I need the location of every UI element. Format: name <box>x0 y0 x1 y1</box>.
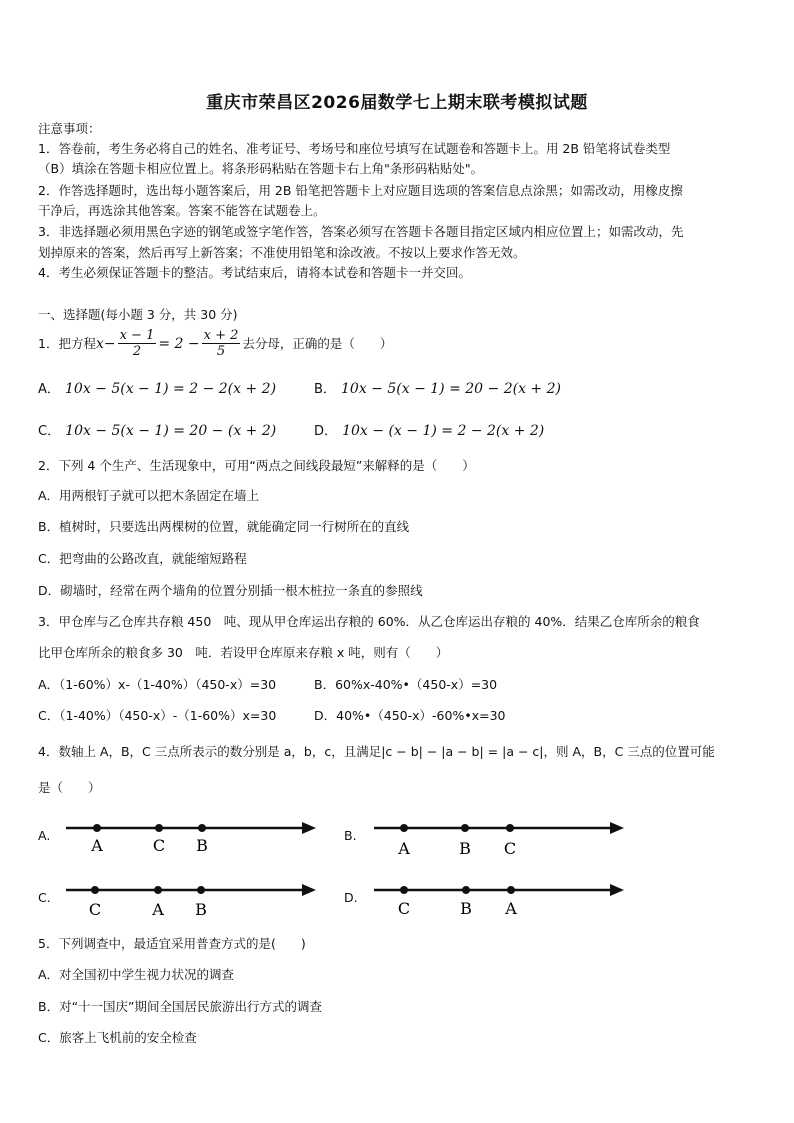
notice-line: 2．作答选择题时，选出每小题答案后，用 2B 铅笔把答题卡上对应题目选项的答案信息点涂黑；如需改动，用橡皮擦 <box>38 183 683 198</box>
point-label: A <box>505 899 517 918</box>
section-heading: 一、选择题(每小题 3 分，共 30 分) <box>38 307 238 322</box>
question-5-stem: 5．下列调查中，最适宜采用普查方式的是( ) <box>38 936 306 951</box>
q4-number-line-c <box>62 876 322 922</box>
point-label: A <box>152 900 164 919</box>
notice-line: 干净后，再选涂其他答案。答案不能答在试题卷上。 <box>38 203 326 218</box>
q1-prefix: 1．把方程 <box>38 335 96 351</box>
q4-number-line-d <box>370 876 630 922</box>
q4-option-a-label: A. <box>38 828 51 843</box>
q1-frac1-num: x − 1 <box>119 328 155 343</box>
q4-option-c-label: C. <box>38 890 51 905</box>
q1-eq-x: x <box>95 335 104 352</box>
page-title: 重庆市荣昌区2026届数学七上期末联考模拟试题 <box>206 93 588 113</box>
q2-option-c: C．把弯曲的公路改直，就能缩短路程 <box>38 551 247 566</box>
q1-option-c <box>38 420 276 439</box>
question-3-stem-line2: 比甲仓库所余的粮食多 30 吨．若设甲仓库原来存粮 x 吨，则有（ ） <box>38 645 449 660</box>
notice-line: 4．考生必须保证答题卡的整洁。考试结束后，请将本试卷和答题卡一并交回。 <box>38 265 471 280</box>
q1-frac1-den: 2 <box>132 344 142 359</box>
notice-line: 划掉原来的答案，然后再写上新答案；不准使用铅笔和涂改液。不按以上要求作答无效。 <box>38 245 526 260</box>
q3-option-b: B．60%x-40%•（450-x）=30 <box>314 677 498 692</box>
q1-frac2-den: 5 <box>216 344 226 359</box>
q4-number-line-b <box>370 814 630 860</box>
q1-suffix: 去分母，正确的是（ ） <box>242 335 393 351</box>
option-text: 10x − 5(x − 1) = 20 − 2(x + 2) <box>341 381 561 397</box>
q3-option-d: D．40%•（450-x）-60%•x=30 <box>314 708 506 723</box>
notice-heading: 注意事项： <box>38 121 101 136</box>
q2-option-a: A．用两根钉子就可以把木条固定在墙上 <box>38 488 260 503</box>
point-label: C <box>503 839 517 858</box>
question-4-stem-line1: 4．数轴上 A，B，C 三点所表示的数分别是 a，b，c，且满足|c − b| − |a − b| = |a − c|，则 A，B，C 三点的位置可能 <box>38 744 715 759</box>
q5-option-b: B．对“十一国庆”期间全国居民旅游出行方式的调查 <box>38 999 323 1014</box>
question-3-stem-line1: 3．甲仓库与乙仓库共存粮 450 吨、现从甲仓库运出存粮的 60%．从乙仓库运出存粮的 40%．结果乙仓库所余的粮食 <box>38 614 700 629</box>
q4-option-d-label: D. <box>344 890 358 905</box>
notice-line: 1．答卷前，考生务必将自己的姓名、准考证号、考场号和座位号填写在试题卷和答题卡上。用 2B 铅笔将试卷类型 <box>38 141 671 156</box>
question-2-stem: 2．下列 4 个生产、生活现象中，可用“两点之间线段最短”来解释的是（ ） <box>38 458 475 473</box>
q3-option-a: A．（1-60%）x-（1-40%）（450-x）=30 <box>38 677 277 692</box>
option-text: 10x − 5(x − 1) = 20 − (x + 2) <box>65 423 277 439</box>
option-label: C． <box>38 424 61 439</box>
option-label: D． <box>314 424 338 439</box>
q3-option-c: C．（1-40%）（450-x）-（1-60%）x=30 <box>38 708 277 723</box>
point-label: C <box>152 836 166 855</box>
point-label: B <box>460 899 472 918</box>
q1-fraction-2 <box>202 328 241 359</box>
option-label: A． <box>38 382 60 397</box>
question-4-stem-line2: 是（ ） <box>38 780 101 795</box>
question-1-stem <box>38 328 392 359</box>
q1-frac2-num: x + 2 <box>203 328 239 343</box>
point-label: C <box>88 900 102 919</box>
point-label: A <box>398 839 410 858</box>
option-label: B． <box>314 382 336 397</box>
point-label: B <box>196 836 208 855</box>
point-label: C <box>397 899 411 918</box>
q2-option-b: B．植树时，只要选出两棵树的位置，就能确定同一行树所在的直线 <box>38 519 410 534</box>
q1-eq-mid: = 2 − <box>158 335 200 352</box>
q2-option-d: D．砌墙时，经常在两个墙角的位置分别插一根木桩拉一条直的参照线 <box>38 583 423 598</box>
option-text: 10x − (x − 1) = 2 − 2(x + 2) <box>342 423 545 439</box>
q5-option-c: C．旅客上飞机前的安全检查 <box>38 1030 197 1045</box>
q1-option-d <box>314 420 544 439</box>
q1-option-b <box>314 378 561 397</box>
q1-option-a <box>38 378 276 397</box>
q1-eq-minus: − <box>103 335 116 352</box>
point-label: A <box>91 836 103 855</box>
q4-option-b-label: B. <box>344 828 357 843</box>
q4-number-line-a <box>62 814 322 860</box>
q1-fraction-1 <box>118 328 157 359</box>
point-label: B <box>195 900 207 919</box>
notice-line: 3．非选择题必须用黑色字迹的钢笔或签字笔作答，答案必须写在答题卡各题目指定区域内相应位置上；如需改动，先 <box>38 224 684 239</box>
option-text: 10x − 5(x − 1) = 2 − 2(x + 2) <box>65 381 277 397</box>
notice-line: （B）填涂在答题卡相应位置上。将条形码粘贴在答题卡右上角"条形码粘贴处"。 <box>38 161 484 176</box>
point-label: B <box>459 839 471 858</box>
q5-option-a: A．对全国初中学生视力状况的调查 <box>38 967 235 982</box>
